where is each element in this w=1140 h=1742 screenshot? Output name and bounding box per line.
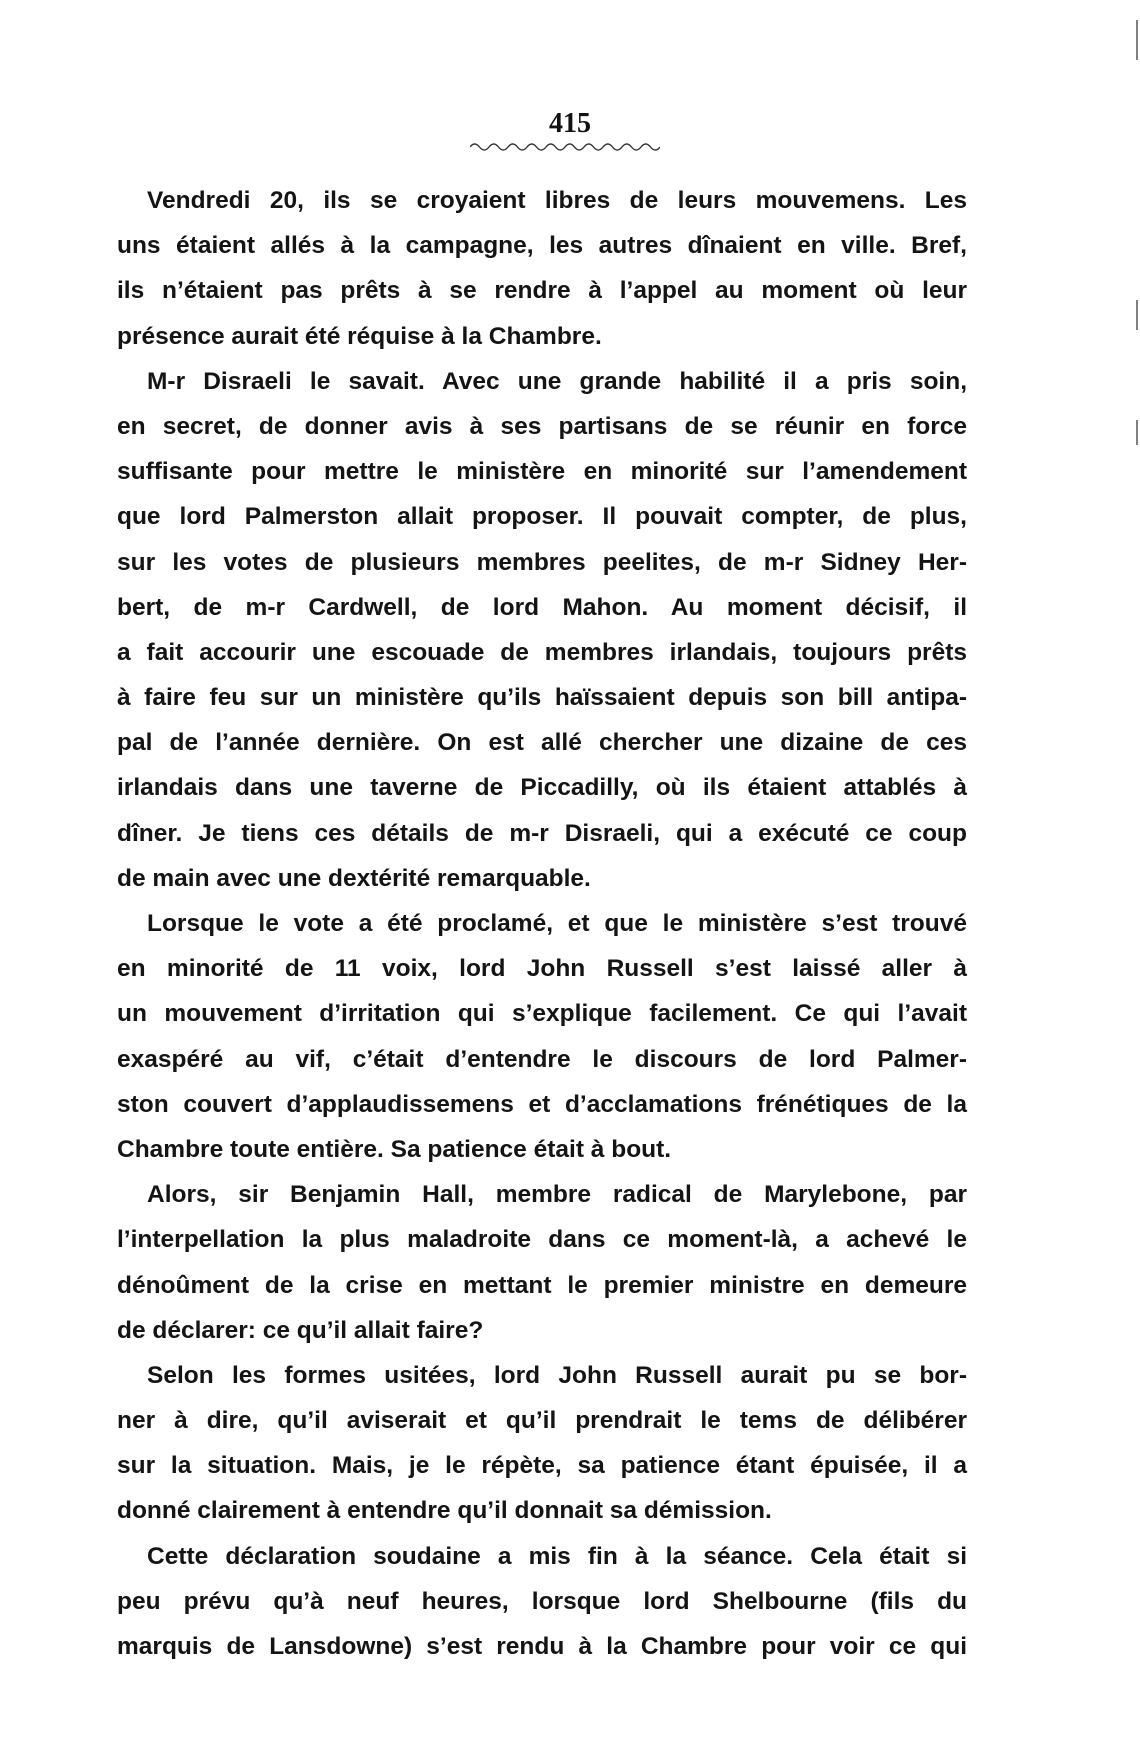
text-line: ils n’étaient pas prêts à se rendre à l’appel au moment où leur	[117, 277, 967, 305]
text-line: suffisante pour mettre le ministère en minorité sur l’amendement	[117, 458, 967, 486]
text-line: que lord Palmerston allait proposer. Il pouvait compter, de plus,	[117, 503, 967, 531]
text-line: de main avec une dextérité remarquable.	[117, 864, 591, 892]
text-line: ner à dire, qu’il aviserait et qu’il prendrait le tems de délibérer	[117, 1407, 967, 1435]
text-line: marquis de Lansdowne) s’est rendu à la Chambre pour voir ce qui	[117, 1633, 967, 1660]
text-line: a fait accourir une escouade de membres irlandais, toujours prêts	[117, 638, 967, 666]
text-line: de déclarer: ce qu’il allait faire?	[117, 1316, 484, 1344]
page-number: 415	[549, 108, 591, 139]
text-line: Vendredi 20, ils se croyaient libres de leurs mouvemens. Les	[147, 187, 967, 214]
text-line: donné clairement à entendre qu’il donnait sa démission.	[117, 1497, 772, 1525]
text-line: Selon les formes usitées, lord John Russell aurait pu se bor-	[147, 1361, 967, 1389]
text-line: Alors, sir Benjamin Hall, membre radical de Marylebone, par	[147, 1181, 967, 1209]
text-line: uns étaient allés à la campagne, les autres dînaient en ville. Bref,	[117, 232, 967, 260]
text-line: peu prévu qu’à neuf heures, lorsque lord Shelbourne (fils du	[117, 1587, 967, 1615]
text-line: sur la situation. Mais, je le répète, sa patience étant épuisée, il a	[117, 1452, 967, 1480]
text-line: Cette déclaration soudaine a mis fin à la séance. Cela était si	[147, 1542, 967, 1570]
body-text	[117, 178, 967, 1669]
text-line: à faire feu sur un ministère qu’ils haïssaient depuis son bill antipa-	[117, 684, 967, 712]
text-line: exaspéré au vif, c’était d’entendre le discours de lord Palmer-	[117, 1045, 967, 1073]
text-line: ston couvert d’applaudissemens et d’acclamations frénétiques de la	[117, 1090, 967, 1118]
text-line: dénoûment de la crise en mettant le premier ministre en demeure	[117, 1271, 967, 1299]
wavy-rule-ornament	[470, 140, 660, 154]
text-line: présence aurait été réquise à la Chambre.	[117, 322, 602, 350]
text-line: dîner. Je tiens ces détails de m-r Disraeli, qui a exécuté ce coup	[117, 819, 967, 847]
text-line: bert, de m-r Cardwell, de lord Mahon. Au moment décisif, il	[117, 593, 967, 621]
text-line: un mouvement d’irritation qui s’explique facilement. Ce qui l’avait	[117, 1000, 967, 1028]
text-line: irlandais dans une taverne de Piccadilly, où ils étaient attablés à	[117, 774, 967, 802]
text-line: Lorsque le vote a été proclamé, et que le ministère s’est trouvé	[147, 910, 967, 937]
text-line: en secret, de donner avis à ses partisans de se réunir en force	[117, 412, 967, 440]
scan-edge-marks	[1134, 0, 1140, 1742]
text-line: sur les votes de plusieurs membres peelites, de m-r Sidney Her-	[117, 548, 967, 576]
text-line: pal de l’année dernière. On est allé chercher une dizaine de ces	[117, 729, 967, 757]
text-line: Chambre toute entière. Sa patience était à bout.	[117, 1135, 672, 1163]
text-line: l’interpellation la plus maladroite dans ce moment-là, a achevé le	[117, 1226, 967, 1254]
text-line: M-r Disraeli le savait. Avec une grande habilité il a pris soin,	[147, 367, 967, 395]
text-line: en minorité de 11 voix, lord John Russell s’est laissé aller à	[117, 955, 967, 983]
